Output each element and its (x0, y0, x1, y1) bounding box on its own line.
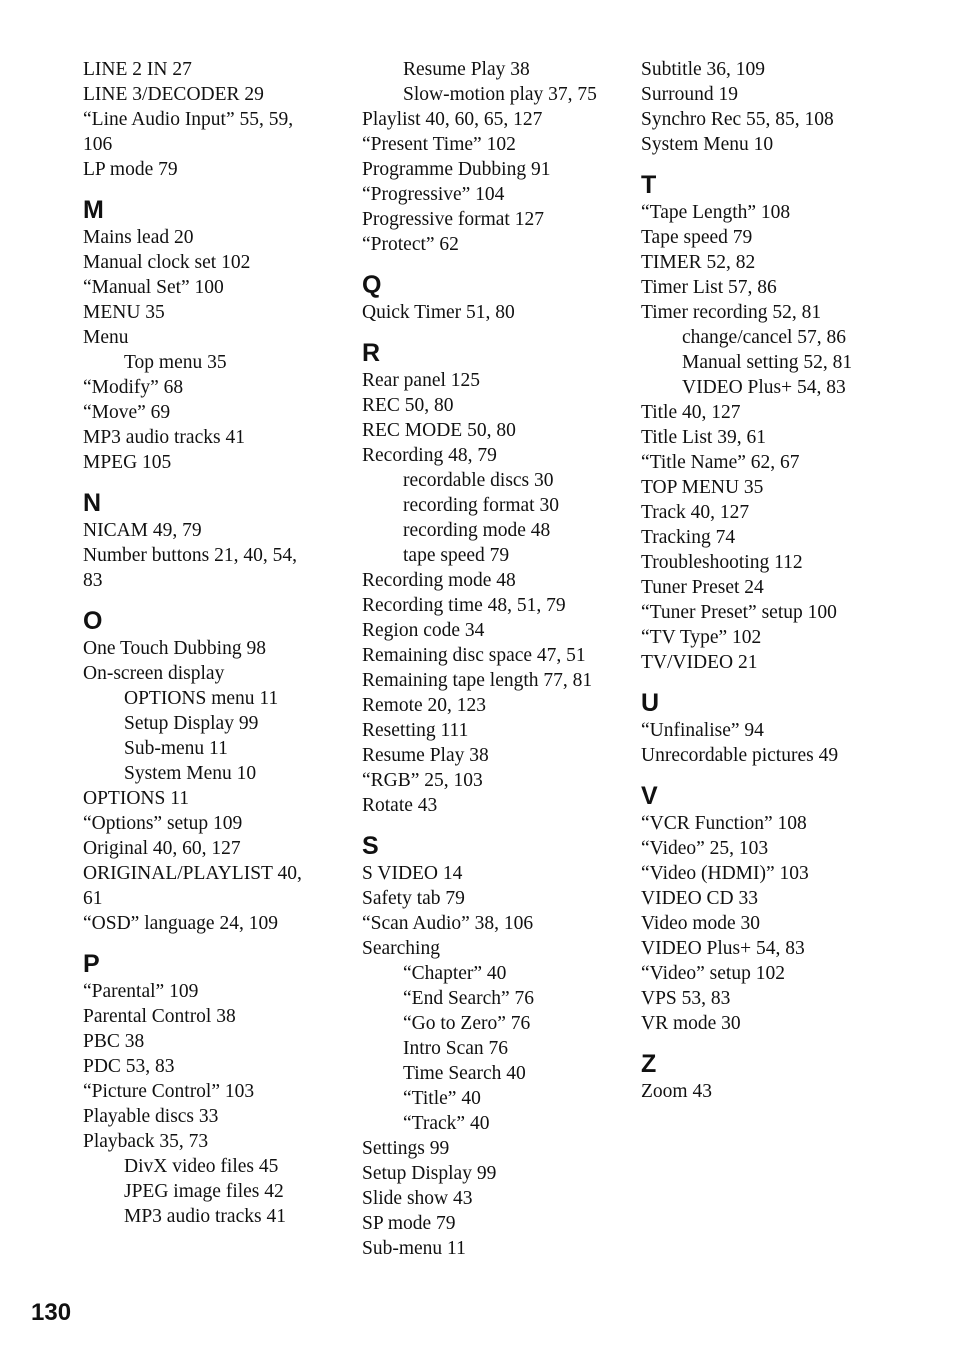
index-entry: Tuner Preset 24 (641, 577, 764, 598)
index-entry: Track 40, 127 (641, 502, 750, 523)
index-entry: Unrecordable pictures 49 (641, 745, 839, 766)
index-subentry: Sub-menu 11 (124, 738, 228, 759)
index-entry: Video mode 30 (641, 913, 761, 934)
index-entry: Mains lead 20 (83, 227, 194, 248)
index-entry: Timer List 57, 86 (641, 277, 777, 298)
index-entry: 106 (83, 134, 113, 155)
index-entry: VR mode 30 (641, 1013, 741, 1034)
index-subentry: System Menu 10 (124, 763, 257, 784)
index-entry: “Modify” 68 (83, 377, 184, 398)
index-entry: Manual clock set 102 (83, 252, 251, 273)
index-entry: “Progressive” 104 (362, 184, 505, 205)
index-entry: OPTIONS 11 (83, 788, 189, 809)
index-entry: Menu (83, 327, 129, 348)
index-entry: Playback 35, 73 (83, 1131, 209, 1152)
index-entry: Parental Control 38 (83, 1006, 236, 1027)
index-subentry: VIDEO Plus+ 54, 83 (682, 377, 846, 398)
index-subentry: tape speed 79 (403, 545, 510, 566)
index-entry: Remote 20, 123 (362, 695, 487, 716)
index-entry: “Unfinalise” 94 (641, 720, 764, 741)
index-entry: 61 (83, 888, 103, 909)
index-entry: Safety tab 79 (362, 888, 465, 909)
index-subentry: recording format 30 (403, 495, 559, 516)
index-entry: NICAM 49, 79 (83, 520, 202, 541)
index-entry: “Tape Length” 108 (641, 202, 791, 223)
index-entry: Resume Play 38 (362, 745, 489, 766)
index-entry: Sub-menu 11 (362, 1238, 466, 1259)
index-subentry: change/cancel 57, 86 (682, 327, 847, 348)
index-column-1 (83, 57, 333, 1229)
index-entry: “Present Time” 102 (362, 134, 516, 155)
index-entry: “Options” setup 109 (83, 813, 243, 834)
index-entry: “Manual Set” 100 (83, 277, 224, 298)
index-entry: “Picture Control” 103 (83, 1081, 255, 1102)
index-entry: ORIGINAL/PLAYLIST 40, (83, 863, 302, 884)
index-entry: Zoom 43 (641, 1081, 712, 1102)
index-column-2 (362, 57, 627, 1261)
index-entry: On-screen display (83, 663, 225, 684)
index-entry: TOP MENU 35 (641, 477, 764, 498)
index-entry: VPS 53, 83 (641, 988, 731, 1009)
index-entry: 83 (83, 570, 103, 591)
index-entry: “Title Name” 62, 67 (641, 452, 800, 473)
index-entry: “TV Type” 102 (641, 627, 762, 648)
index-entry: Tape speed 79 (641, 227, 753, 248)
index-subentry: Top menu 35 (124, 352, 227, 373)
index-entry: SP mode 79 (362, 1213, 456, 1234)
index-entry: LINE 3/DECODER 29 (83, 84, 264, 105)
index-entry: MPEG 105 (83, 452, 172, 473)
index-entry: LINE 2 IN 27 (83, 59, 192, 80)
index-entry: Resetting 111 (362, 720, 469, 741)
index-entry: PDC 53, 83 (83, 1056, 175, 1077)
index-entry: Programme Dubbing 91 (362, 159, 551, 180)
index-entry: VIDEO Plus+ 54, 83 (641, 938, 805, 959)
index-subentry: JPEG image files 42 (124, 1181, 284, 1202)
index-entry: “OSD” language 24, 109 (83, 913, 278, 934)
index-subentry: Resume Play 38 (403, 59, 530, 80)
index-entry: VIDEO CD 33 (641, 888, 758, 909)
index-entry: Slide show 43 (362, 1188, 473, 1209)
index-entry: Searching (362, 938, 440, 959)
index-entry: Recording mode 48 (362, 570, 516, 591)
index-subentry: “Go to Zero” 76 (403, 1013, 531, 1034)
index-entry: “RGB” 25, 103 (362, 770, 483, 791)
index-entry: Remaining disc space 47, 51 (362, 645, 586, 666)
page-number: 130 (31, 1299, 72, 1326)
index-entry: “Move” 69 (83, 402, 171, 423)
index-subentry: Slow-motion play 37, 75 (403, 84, 597, 105)
index-entry: Settings 99 (362, 1138, 450, 1159)
section-letter-heading: O (83, 607, 103, 635)
index-entry: Recording time 48, 51, 79 (362, 595, 566, 616)
index-entry: “Protect” 62 (362, 234, 459, 255)
index-entry: Surround 19 (641, 84, 738, 105)
index-entry: Region code 34 (362, 620, 485, 641)
section-letter-heading: Q (362, 271, 382, 299)
index-entry: Timer recording 52, 81 (641, 302, 822, 323)
index-entry: LP mode 79 (83, 159, 178, 180)
index-entry: Tracking 74 (641, 527, 736, 548)
index-entry: Troubleshooting 112 (641, 552, 803, 573)
section-letter-heading: N (83, 489, 102, 517)
index-entry: “Video (HDMI)” 103 (641, 863, 809, 884)
section-letter-heading: R (362, 339, 381, 367)
index-entry: “Video” 25, 103 (641, 838, 769, 859)
index-entry: Setup Display 99 (362, 1163, 497, 1184)
section-letter-heading: U (641, 689, 660, 717)
index-entry: Rear panel 125 (362, 370, 481, 391)
index-entry: Original 40, 60, 127 (83, 838, 241, 859)
index-subentry: Intro Scan 76 (403, 1038, 509, 1059)
section-letter-heading: M (83, 196, 104, 224)
index-column-3 (641, 57, 941, 1104)
section-letter-heading: V (641, 782, 658, 810)
index-entry: MENU 35 (83, 302, 165, 323)
index-entry: TV/VIDEO 21 (641, 652, 758, 673)
index-subentry: Manual setting 52, 81 (682, 352, 853, 373)
index-subentry: recordable discs 30 (403, 470, 554, 491)
index-entry: Recording 48, 79 (362, 445, 497, 466)
index-subentry: OPTIONS menu 11 (124, 688, 279, 709)
index-subentry: “Track” 40 (403, 1113, 490, 1134)
index-subentry: DivX video files 45 (124, 1156, 279, 1177)
index-entry: TIMER 52, 82 (641, 252, 756, 273)
section-letter-heading: P (83, 950, 100, 978)
index-entry: “Line Audio Input” 55, 59, (83, 109, 294, 130)
index-entry: System Menu 10 (641, 134, 774, 155)
index-entry: S VIDEO 14 (362, 863, 463, 884)
index-entry: Subtitle 36, 109 (641, 59, 766, 80)
section-letter-heading: T (641, 171, 657, 199)
index-entry: Quick Timer 51, 80 (362, 302, 515, 323)
index-entry: Title List 39, 61 (641, 427, 766, 448)
index-entry: Remaining tape length 77, 81 (362, 670, 593, 691)
index-entry: One Touch Dubbing 98 (83, 638, 266, 659)
index-subentry: “End Search” 76 (403, 988, 535, 1009)
index-entry: “Video” setup 102 (641, 963, 785, 984)
index-subentry: “Chapter” 40 (403, 963, 507, 984)
index-subentry: Setup Display 99 (124, 713, 259, 734)
index-entry: Playable discs 33 (83, 1106, 219, 1127)
index-subentry: Time Search 40 (403, 1063, 526, 1084)
index-entry: “Parental” 109 (83, 981, 199, 1002)
index-entry: REC 50, 80 (362, 395, 454, 416)
index-entry: MP3 audio tracks 41 (83, 427, 245, 448)
index-entry: Playlist 40, 60, 65, 127 (362, 109, 543, 130)
index-entry: “Scan Audio” 38, 106 (362, 913, 534, 934)
index-entry: Synchro Rec 55, 85, 108 (641, 109, 834, 130)
index-entry: PBC 38 (83, 1031, 145, 1052)
index-entry: Rotate 43 (362, 795, 438, 816)
section-letter-heading: Z (641, 1050, 657, 1078)
index-subentry: MP3 audio tracks 41 (124, 1206, 286, 1227)
section-letter-heading: S (362, 832, 379, 860)
index-entry: “VCR Function” 108 (641, 813, 807, 834)
index-entry: Number buttons 21, 40, 54, (83, 545, 297, 566)
index-entry: Title 40, 127 (641, 402, 741, 423)
index-entry: “Tuner Preset” setup 100 (641, 602, 837, 623)
index-entry: Progressive format 127 (362, 209, 544, 230)
index-subentry: recording mode 48 (403, 520, 551, 541)
index-entry: REC MODE 50, 80 (362, 420, 516, 441)
index-subentry: “Title” 40 (403, 1088, 481, 1109)
